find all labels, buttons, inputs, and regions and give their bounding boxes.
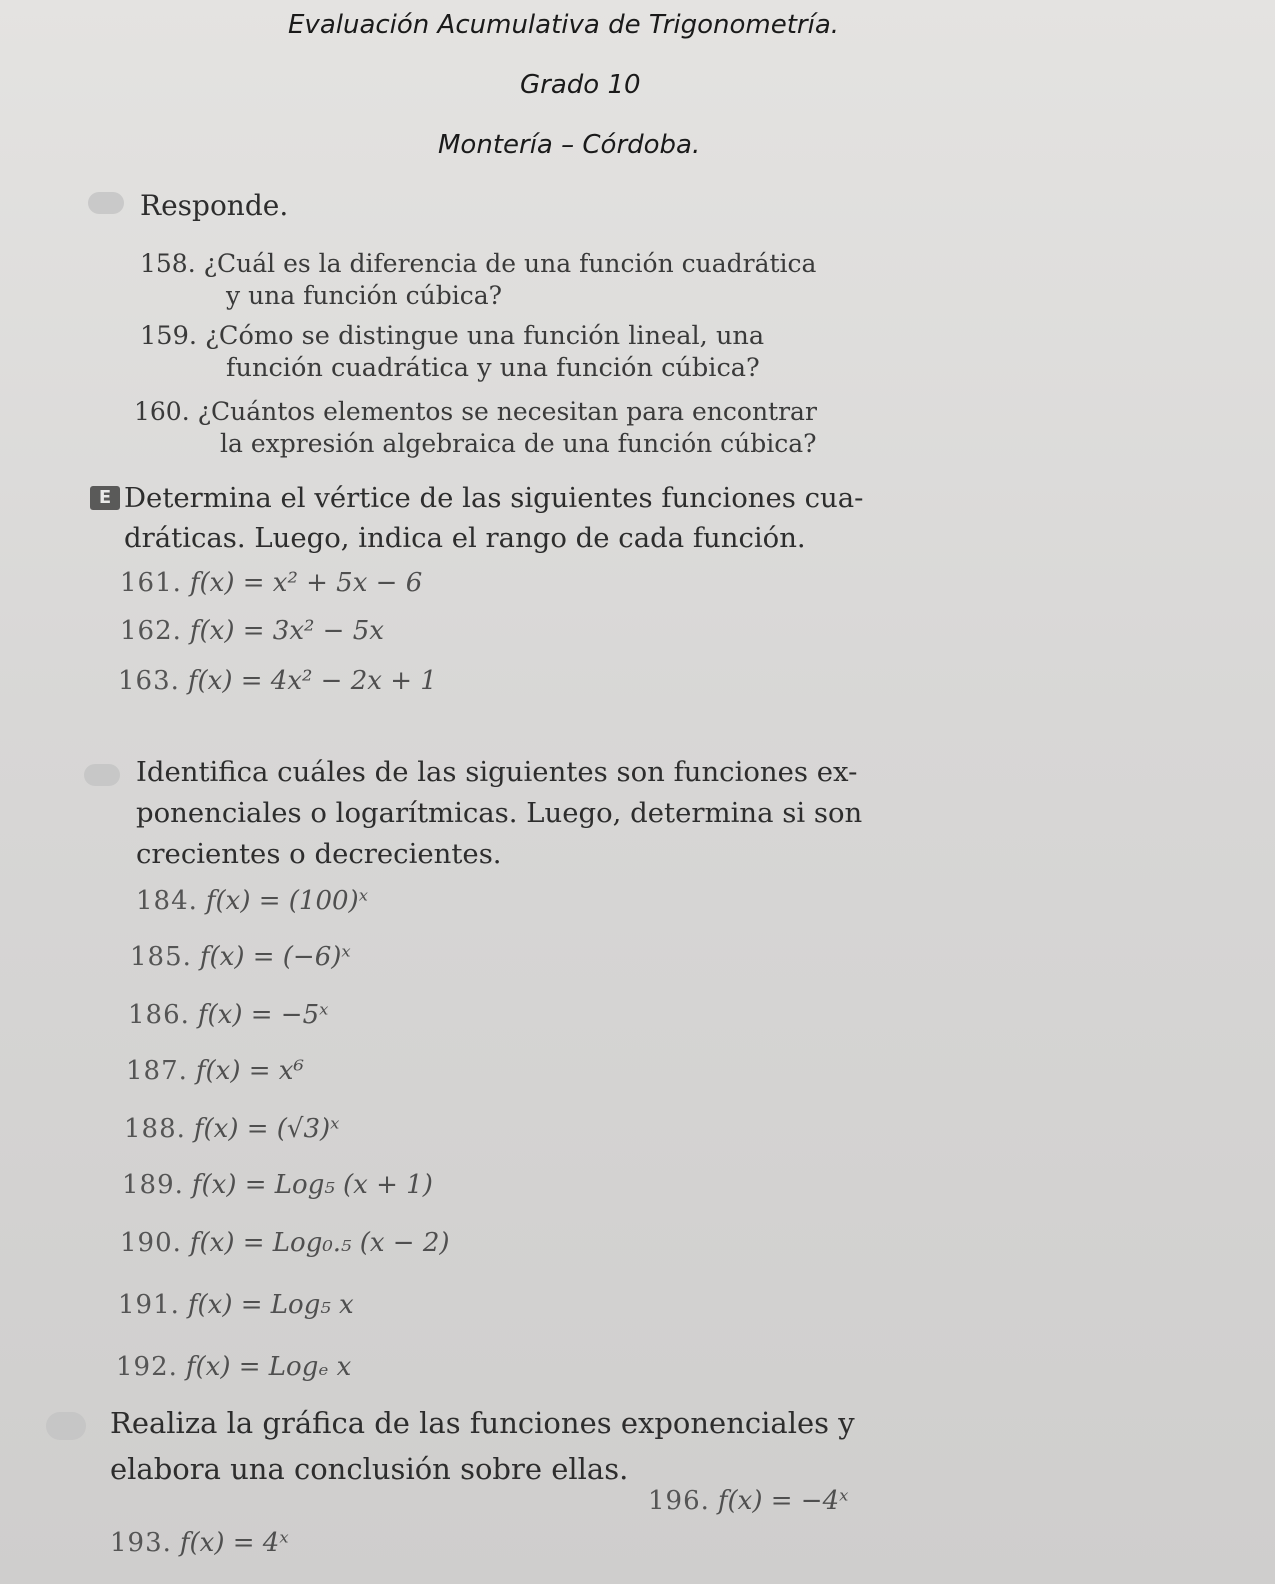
exercise-number: 189. — [122, 1170, 184, 1200]
exercise-number: 161. — [120, 568, 182, 598]
instruction-line: elabora una conclusión sobre ellas. — [110, 1452, 629, 1486]
instruction-line: Realiza la gráfica de las funciones exponenciales y — [110, 1406, 855, 1440]
instruction-line: dráticas. Luego, indica el rango de cada función. — [124, 522, 806, 554]
exercise-expression: f(x) = 4ˣ — [179, 1528, 289, 1558]
exercise-185 — [130, 942, 351, 972]
exercise-expression: f(x) = Log₅ (x + 1) — [191, 1170, 433, 1200]
exercise-number: 192. — [116, 1352, 178, 1382]
question-text-line1: ¿Cómo se distingue una función lineal, una — [205, 321, 765, 351]
exercise-expression: f(x) = Log₅ x — [187, 1290, 354, 1320]
section-bullet-icon — [46, 1412, 86, 1440]
question-text-line2: y una función cúbica? — [226, 281, 503, 310]
instruction-line: Identifica cuáles de las siguientes son funciones ex- — [136, 756, 858, 788]
worksheet-title: Evaluación Acumulativa de Trigonometría. — [288, 10, 840, 40]
exercise-number: 190. — [120, 1228, 182, 1258]
section-g-instruction — [110, 1400, 855, 1492]
location-label: Montería – Córdoba. — [438, 130, 701, 160]
exercise-expression: f(x) = x⁶ — [195, 1056, 304, 1086]
exercise-186 — [128, 1000, 328, 1030]
exercise-expression: f(x) = x² + 5x − 6 — [189, 568, 423, 598]
exercise-184 — [136, 886, 368, 916]
exercise-189 — [122, 1170, 433, 1200]
question-160 — [134, 396, 817, 460]
exercise-number: 163. — [118, 666, 180, 696]
exercise-number: 188. — [124, 1114, 186, 1144]
exercise-number: 184. — [136, 886, 198, 916]
exercise-expression: f(x) = −5ˣ — [197, 1000, 329, 1030]
exercise-expression: f(x) = (−6)ˣ — [199, 942, 351, 972]
exercise-192 — [116, 1352, 351, 1382]
question-159 — [140, 320, 764, 384]
exercise-expression: f(x) = (100)ˣ — [205, 886, 368, 916]
question-158 — [140, 248, 816, 312]
instruction-line: crecientes o decrecientes. — [136, 838, 502, 870]
section-bullet-icon — [84, 764, 120, 786]
section-f-instruction — [136, 752, 862, 875]
section-d-instruction: Responde. — [140, 189, 289, 222]
exercise-196 — [648, 1486, 848, 1516]
exercise-188 — [124, 1114, 339, 1144]
section-e-instruction — [124, 478, 863, 558]
exercise-number: 196. — [648, 1486, 710, 1516]
grade-label: Grado 10 — [520, 70, 641, 100]
question-text-line2: función cuadrática y una función cúbica? — [226, 353, 760, 383]
question-number: 158. — [140, 249, 196, 278]
exercise-number: 162. — [120, 616, 182, 646]
exercise-163 — [118, 666, 437, 696]
exercise-expression: f(x) = 4x² − 2x + 1 — [187, 666, 437, 696]
exercise-191 — [118, 1290, 354, 1320]
question-number: 159. — [140, 321, 197, 351]
exercise-number: 191. — [118, 1290, 180, 1320]
instruction-line: Determina el vértice de las siguientes funciones cua- — [124, 482, 864, 514]
exercise-expression: f(x) = Logₑ x — [185, 1352, 352, 1382]
section-e-badge: E — [90, 486, 120, 510]
instruction-line: ponenciales o logarítmicas. Luego, determina si son — [136, 797, 863, 829]
exercise-162 — [120, 616, 384, 646]
exercise-number: 186. — [128, 1000, 190, 1030]
exercise-expression: f(x) = 3x² − 5x — [189, 616, 384, 646]
exercise-190 — [120, 1228, 450, 1258]
exercise-number: 187. — [126, 1056, 188, 1086]
exercise-193 — [110, 1528, 289, 1558]
exercise-expression: f(x) = −4ˣ — [717, 1486, 849, 1516]
question-text-line1: ¿Cuál es la diferencia de una función cuadrática — [203, 249, 817, 278]
exercise-187 — [126, 1056, 304, 1086]
question-text-line2: la expresión algebraica de una función cúbica? — [220, 429, 817, 458]
exercise-expression: f(x) = Log₀.₅ (x − 2) — [189, 1228, 450, 1258]
section-bullet-icon — [88, 192, 124, 214]
question-text-line1: ¿Cuántos elementos se necesitan para encontrar — [197, 397, 817, 426]
exercise-number: 193. — [110, 1528, 172, 1558]
exercise-expression: f(x) = (√3)ˣ — [193, 1114, 340, 1144]
question-number: 160. — [134, 397, 190, 426]
exercise-number: 185. — [130, 942, 192, 972]
exercise-161 — [120, 568, 422, 598]
